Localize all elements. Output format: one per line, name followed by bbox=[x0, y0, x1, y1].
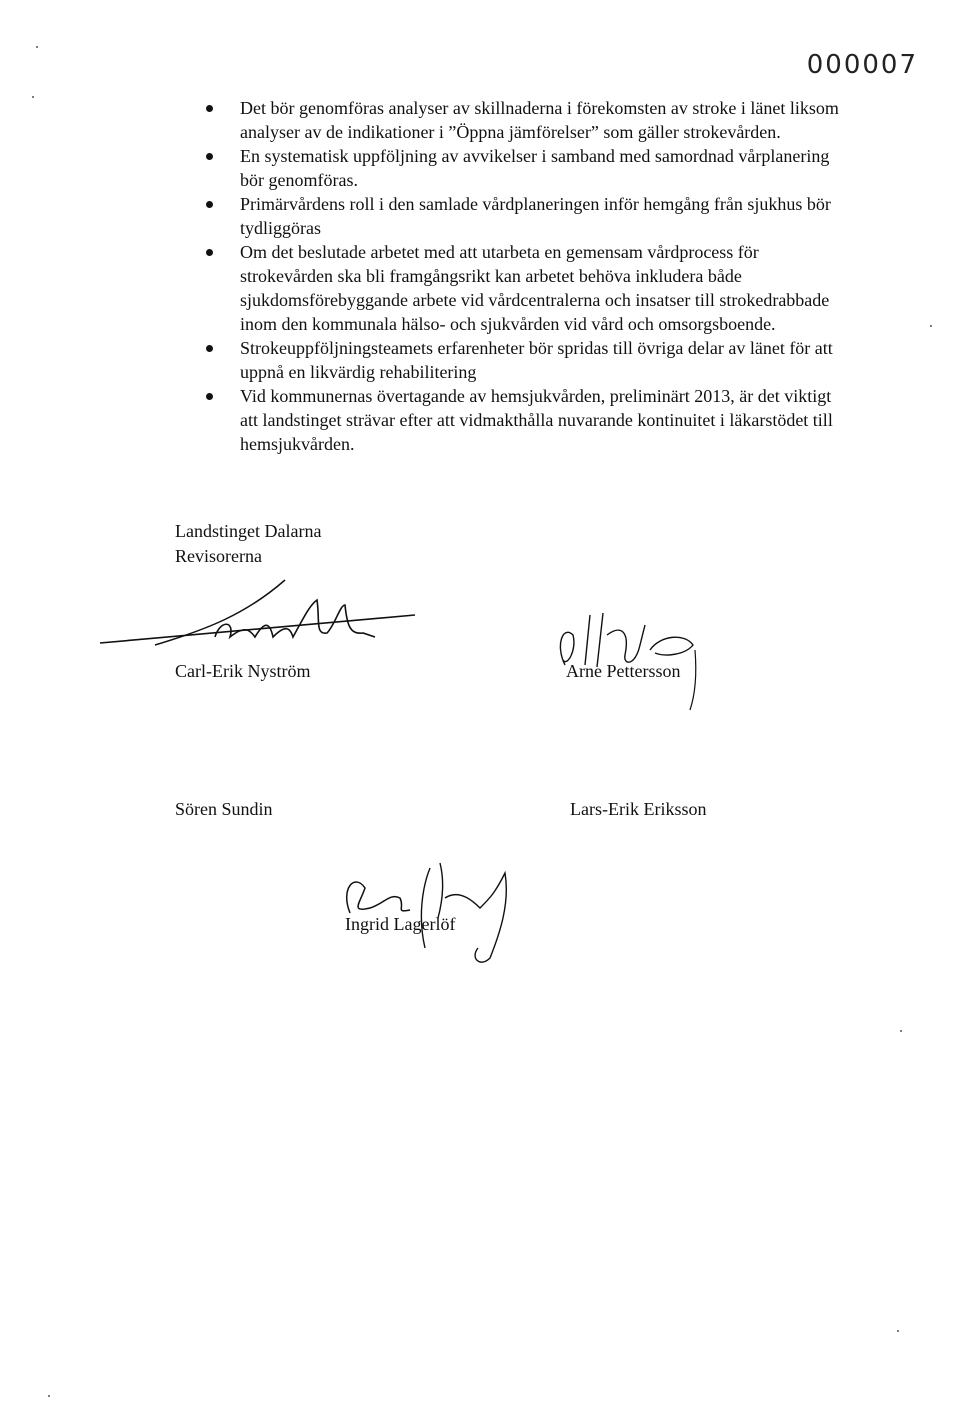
bullet-icon bbox=[206, 153, 213, 160]
signatory-name: Carl-Erik Nyström bbox=[175, 661, 311, 681]
organization-block bbox=[175, 519, 321, 569]
recommendation-list bbox=[206, 96, 846, 456]
signature-carl-erik-nystrom bbox=[95, 575, 425, 655]
scan-speck bbox=[900, 1030, 902, 1032]
page-number: 000007 bbox=[806, 50, 918, 80]
list-item-text: Om det beslutade arbetet med att utarbeta en gemensam vårdprocess för strokevården ska bli framgångsrikt kan arbetet behöva inkludera både sjukdomsförebyggande arbete vid vårdcentralerna och insatser till strokedrabbade inom den kommunala hälso- och sjukvården vid vård och omsorgsboende. bbox=[240, 242, 830, 334]
signatory-name: Ingrid Lagerlöf bbox=[345, 914, 456, 934]
list-item bbox=[206, 96, 846, 144]
organization-unit: Revisorerna bbox=[175, 546, 262, 566]
list-item-text: Vid kommunernas övertagande av hemsjukvården, preliminärt 2013, är det viktigt att landstinget strävar efter att vidmakthålla nuvarande kontinuitet i läkarstödet till hemsjukvården. bbox=[240, 386, 833, 454]
scan-speck bbox=[48, 1395, 50, 1397]
list-item bbox=[206, 144, 846, 192]
bullet-icon bbox=[206, 393, 213, 400]
scan-speck bbox=[930, 325, 932, 327]
list-item bbox=[206, 384, 846, 456]
bullet-icon bbox=[206, 345, 213, 352]
scan-speck bbox=[32, 96, 34, 98]
signatory-name: Arne Pettersson bbox=[566, 661, 681, 681]
scan-speck bbox=[36, 46, 38, 48]
signatory-name: Lars-Erik Eriksson bbox=[570, 799, 707, 819]
list-item bbox=[206, 240, 846, 336]
list-item bbox=[206, 336, 846, 384]
list-item-text: Strokeuppföljningsteamets erfarenheter bör spridas till övriga delar av länet för att uppnå en likvärdig rehabilitering bbox=[240, 338, 833, 382]
list-item-text: Det bör genomföras analyser av skillnaderna i förekomsten av stroke i länet liksom analyser av de indikationer i ”Öppna jämförelser” som gäller strokevården. bbox=[240, 98, 839, 142]
scan-speck bbox=[897, 1330, 899, 1332]
organization-name: Landstinget Dalarna bbox=[175, 521, 322, 541]
list-item bbox=[206, 192, 846, 240]
bullet-icon bbox=[206, 201, 213, 208]
list-item-text: Primärvårdens roll i den samlade vårdplaneringen inför hemgång från sjukhus bör tydliggöras bbox=[240, 194, 831, 238]
bullet-icon bbox=[206, 249, 213, 256]
bullet-icon bbox=[206, 105, 213, 112]
signatory-name: Sören Sundin bbox=[175, 799, 273, 819]
list-item-text: En systematisk uppföljning av avvikelser i samband med samordnad vårplanering bör genomföras. bbox=[240, 146, 830, 190]
signature-arne-pettersson bbox=[545, 605, 705, 715]
